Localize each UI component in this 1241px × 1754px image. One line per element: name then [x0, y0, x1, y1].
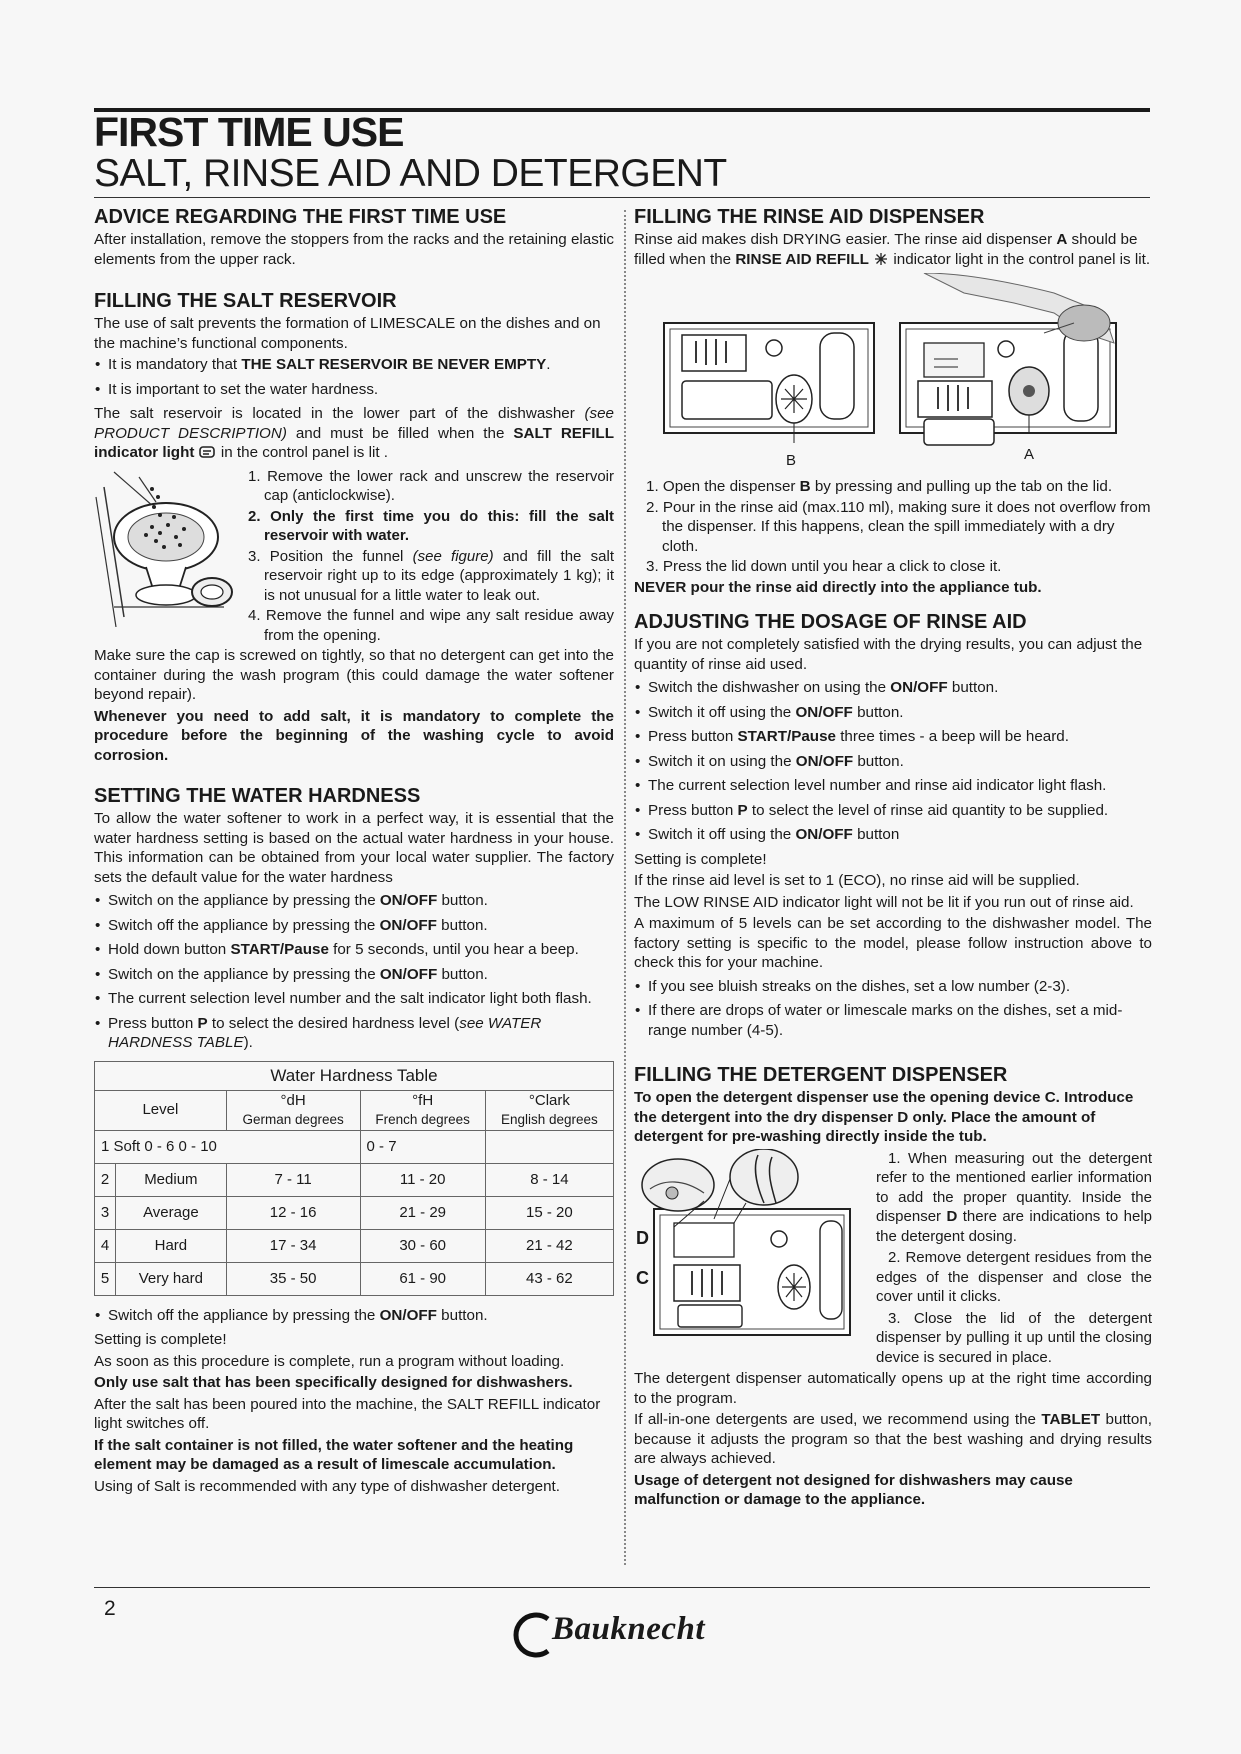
hardness-salt-light: After the salt has been poured into the machine, the SALT REFILL indicator light switches off.: [94, 1395, 601, 1432]
dosage-low-note: The LOW RINSE AID indicator light will not be lit if you run out of rinse aid.: [634, 893, 1134, 911]
title-rule: [94, 197, 1150, 198]
hardness-bullet-2: • Switch off the appliance by pressing the ON/OFF button.: [94, 916, 614, 936]
rinse-step-3: 3. Press the lid down until you hear a click to close it.: [646, 558, 1002, 575]
dosage-bullet-3: • Press button START/Pause three times - a beep will be heard.: [634, 727, 1152, 747]
label-c: C: [636, 1267, 649, 1288]
rinse-dispenser-drawing: [634, 273, 1152, 473]
salt-intro: The use of salt prevents the formation of LIMESCALE on the dishes and on the machine’s functional components.: [94, 315, 601, 352]
salt-funnel-figure: [94, 467, 234, 627]
dosage-bullet-7: • Switch it off using the ON/OFF button: [634, 825, 1152, 845]
table-title: Water Hardness Table: [95, 1061, 614, 1090]
brand-logo-mark: [508, 1609, 558, 1659]
table-row: 5 Very hard 35 - 50 61 - 90 43 - 62: [95, 1262, 614, 1295]
rinse-intro: Rinse aid makes dish DRYING easier. The rinse aid dispenser A should be filled when the RINSE AID REFILL indicator light in the control panel is lit.: [634, 231, 1151, 268]
rinse-warning: NEVER pour the rinse aid directly into the appliance tub.: [634, 578, 1042, 596]
right-column: [634, 206, 1152, 1512]
hardness-bullet-1: • Switch on the appliance by pressing the ON/OFF button.: [94, 891, 614, 911]
table-header-level: Level: [95, 1090, 227, 1130]
salt-step-4: 4. Remove the funnel and wipe any salt residue away from the opening.: [248, 607, 614, 644]
detergent-warning: Usage of detergent not designed for dishwashers may cause malfunction or damage to the appliance.: [634, 1471, 1073, 1508]
page-number: 2: [104, 1597, 116, 1620]
salt-step-1: 1. Remove the lower rack and unscrew the reservoir cap (anticlockwise).: [248, 467, 614, 504]
table-row: 1 Soft 0 - 6 0 - 10 0 - 7: [95, 1130, 614, 1163]
salt-bullet-1: • It is mandatory that THE SALT RESERVOIR BE NEVER EMPTY.: [94, 355, 614, 375]
table-header-clark: °Clark English degrees: [485, 1090, 613, 1130]
rinse-aid-icon: [873, 251, 889, 267]
hardness-heading: SETTING THE WATER HARDNESS: [94, 785, 421, 807]
table-header-fh: °fH French degrees: [360, 1090, 485, 1130]
hardness-bullet-6: • Press button P to select the desired hardness level (see WATER HARDNESS TABLE).: [94, 1014, 614, 1053]
hardness-complete: Setting is complete!: [94, 1331, 227, 1348]
detergent-tablet-note: If all-in-one detergents are used, we recommend using the TABLET button, because it adjusts the program so that the best washing and drying results are always achieved.: [634, 1411, 1152, 1467]
hardness-salt-warning: Only use salt that has been specifically designed for dishwashers.: [94, 1374, 573, 1391]
dosage-intro: If you are not completely satisfied with the drying results, you can adjust the quantity of rinse aid used.: [634, 636, 1143, 673]
footer-rule: [94, 1587, 1150, 1588]
table-row: 4 Hard 17 - 34 30 - 60 21 - 42: [95, 1229, 614, 1262]
dosage-bullet-6: • Press button P to select the level of rinse aid quantity to be supplied.: [634, 801, 1152, 821]
rinse-figure: [634, 273, 1152, 473]
table-row: 3 Average 12 - 16 21 - 29 15 - 20: [95, 1196, 614, 1229]
rinse-step-2: 2. Pour in the rinse aid (max.110 ml), making sure it does not overflow from the dispenser. If this happens, clean the spill immediately with a dry cloth.: [646, 498, 1151, 555]
table-row: 2 Medium 7 - 11 11 - 20 8 - 14: [95, 1163, 614, 1196]
hardness-bullet-4: • Switch on the appliance by pressing the ON/OFF button.: [94, 965, 614, 985]
hardness-limescale-warning: If the salt container is not filled, the water softener and the heating element may be damaged as a result of limescale accumulation.: [94, 1436, 574, 1473]
label-a: A: [1024, 446, 1035, 463]
label-d: D: [636, 1227, 649, 1248]
advice-heading: ADVICE REGARDING THE FIRST TIME USE: [94, 206, 507, 228]
dosage-bullet-2: • Switch it off using the ON/OFF button.: [634, 703, 1152, 723]
salt-step-3: 3. Position the funnel (see figure) and fill the salt reservoir right up to its edge (approximately 1 kg); it is not unusual for a little water to leak out.: [248, 547, 614, 604]
label-b: B: [786, 452, 797, 469]
dosage-levels-note: A maximum of 5 levels can be set according to the dishwasher model. The factory setting is specific to the model, please follow instruction above to check this for your machine.: [634, 915, 1152, 971]
hardness-run-program: As soon as this procedure is complete, run a program without loading.: [94, 1352, 565, 1370]
salt-bullet-2: • It is important to set the water hardness.: [94, 380, 614, 400]
hardness-intro: To allow the water softener to work in a perfect way, it is essential that the water hardness setting is based on the actual water hardness in your house. This information can be obtained from your local water supplier. The factory sets the default value for the water hardness: [94, 810, 614, 886]
page-title: FIRST TIME USE: [94, 109, 404, 155]
hardness-salt-recommendation: Using of Salt is recommended with any type of dishwasher detergent.: [94, 1477, 560, 1495]
dosage-complete: Setting is complete!: [634, 850, 767, 868]
dosage-bullet-1: • Switch the dishwasher on using the ON/OFF button.: [634, 678, 1152, 698]
dosage-bullet-9: • If there are drops of water or limescale marks on the dishes, set a mid-range number (4-5).: [634, 1001, 1152, 1040]
hardness-bullet-3: • Hold down button START/Pause for 5 seconds, until you hear a beep.: [94, 940, 614, 960]
rinse-heading: FILLING THE RINSE AID DISPENSER: [634, 206, 985, 228]
salt-heading: FILLING THE SALT RESERVOIR: [94, 290, 397, 312]
rinse-step-1: 1. Open the dispenser B by pressing and pulling up the tab on the lid.: [646, 478, 1113, 495]
dosage-bullet-5: • The current selection level number and rinse aid indicator light flash.: [634, 776, 1152, 796]
detergent-dispenser-drawing: [634, 1149, 856, 1347]
column-divider: [624, 210, 626, 1565]
detergent-heading: FILLING THE DETERGENT DISPENSER: [634, 1064, 1008, 1086]
detergent-step-3: 3. Close the lid of the detergent dispenser by pulling it up until the closing device is secured in place.: [876, 1309, 1152, 1366]
salt-step-2: 2. Only the first time you do this: fill the salt reservoir with water.: [248, 507, 614, 544]
salt-corrosion-warning: Whenever you need to add salt, it is mandatory to complete the procedure before the beginning of the washing cycle to avoid corrosion.: [94, 707, 614, 764]
dosage-bullet-8: • If you see bluish streaks on the dishes, set a low number (2-3).: [634, 977, 1152, 997]
salt-refill-icon: [199, 445, 217, 460]
table-header-dh: °dH German degrees: [226, 1090, 360, 1130]
salt-cap-note: Make sure the cap is screwed on tightly, so that no detergent can get into the container during the wash program (this could damage the water softener beyond repair).: [94, 647, 614, 703]
brand-logo: [508, 1609, 748, 1659]
detergent-step-1: 1. When measuring out the detergent refer to the mentioned earlier information to add the proper quantity. Inside the dispenser D there are indications to help the detergent dosing.: [876, 1149, 1153, 1245]
salt-location: The salt reservoir is located in the lower part of the dishwasher (see PRODUCT DESCRIPTION) and must be filled when the SALT REFILL indicator light in the control panel is lit .: [94, 405, 614, 461]
advice-text: After installation, remove the stoppers from the racks and the retaining elastic elements from the upper rack.: [94, 231, 615, 268]
hardness-bullet-5: • The current selection level number and the salt indicator light both flash.: [94, 989, 614, 1009]
detergent-step-2: 2. Remove detergent residues from the edges of the dispenser and close the cover until it clicks.: [876, 1249, 1152, 1305]
detergent-auto-note: The detergent dispenser automatically opens up at the right time according to the program.: [634, 1370, 1152, 1407]
detergent-intro: To open the detergent dispenser use the opening device C. Introduce the detergent into the dry dispenser D only. Place the amount of detergent for pre-washing directly inside the tub.: [634, 1089, 1134, 1145]
dosage-bullet-4: • Switch it on using the ON/OFF button.: [634, 752, 1152, 772]
page-subtitle: SALT, RINSE AID AND DETERGENT: [94, 152, 727, 195]
detergent-figure: [634, 1149, 856, 1347]
hardness-bullet-7: • Switch off the appliance by pressing the ON/OFF button.: [94, 1306, 614, 1326]
dosage-eco-note: If the rinse aid level is set to 1 (ECO), no rinse aid will be supplied.: [634, 872, 1080, 889]
water-hardness-table: [94, 1061, 614, 1296]
brand-name: Bauknecht: [552, 1611, 706, 1647]
dosage-heading: ADJUSTING THE DOSAGE OF RINSE AID: [634, 611, 1027, 633]
left-column: [94, 206, 614, 1498]
